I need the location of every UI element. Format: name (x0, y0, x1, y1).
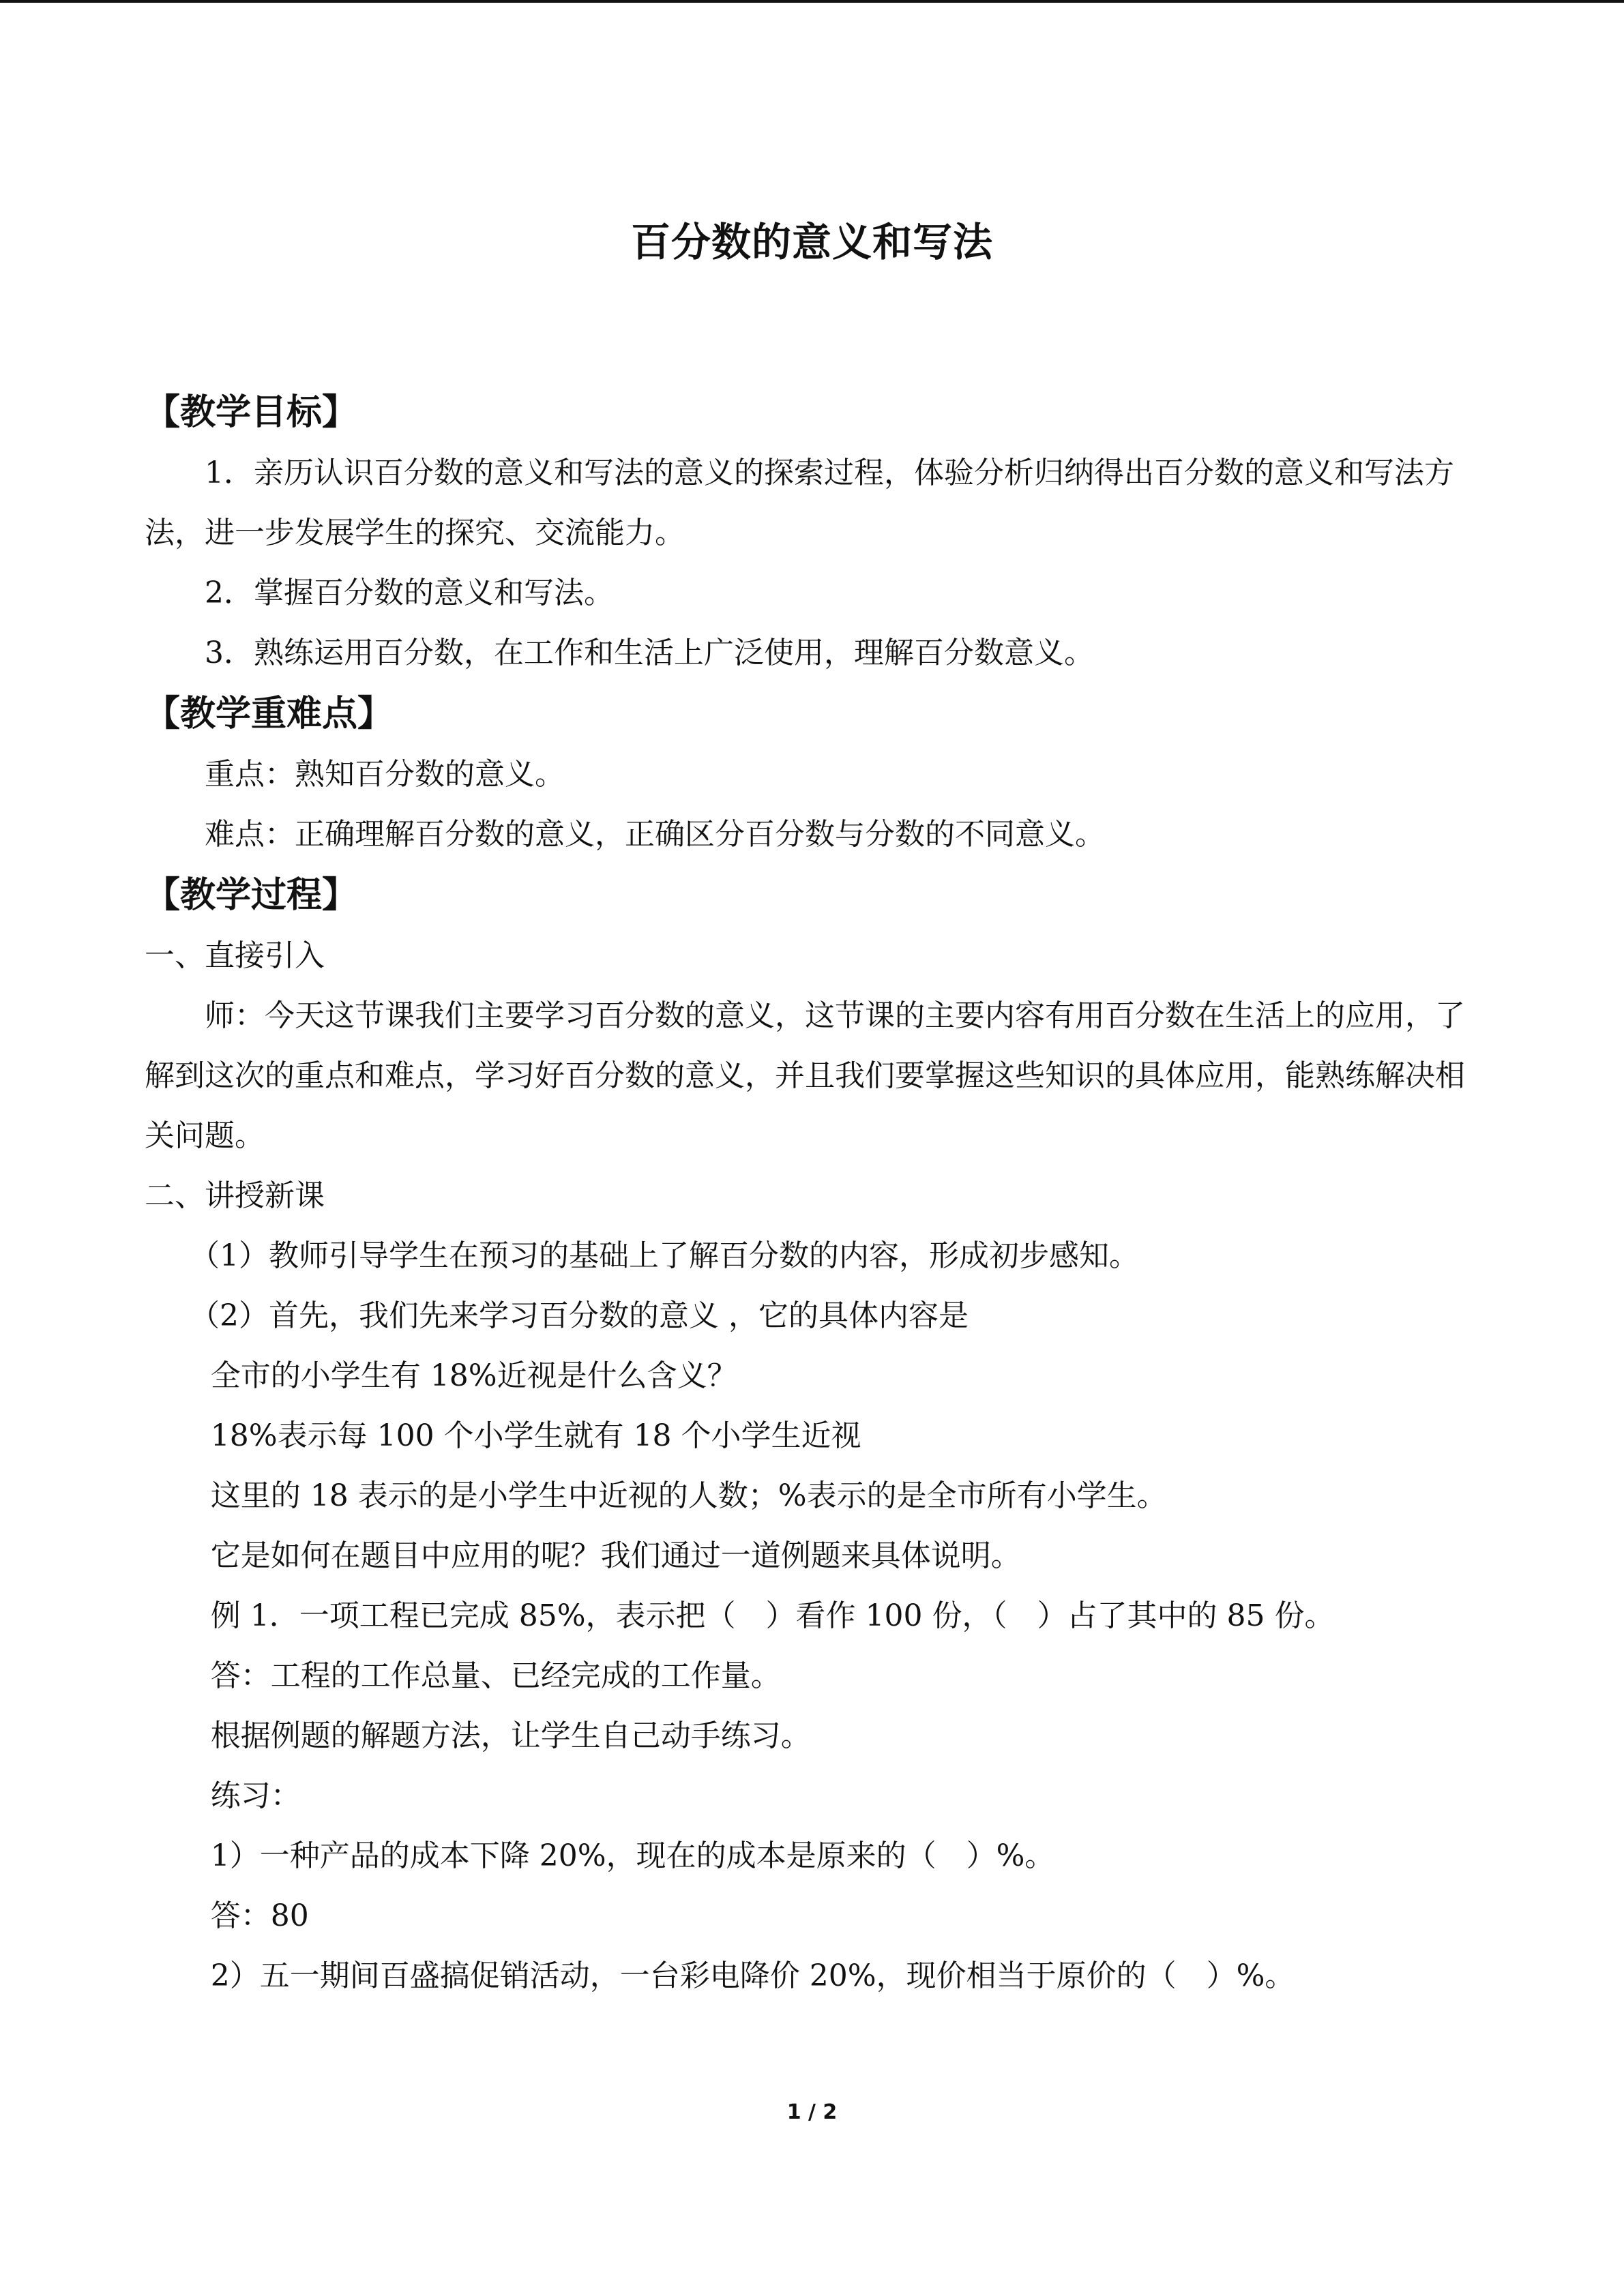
heading-objectives: 【教学目标】 (145, 392, 358, 433)
line-c: 这里的 18 表示的是小学生中近视的人数；%表示的是全市所有小学生。 (210, 1478, 1167, 1513)
line-a: 全市的小学生有 18%近视是什么含义？ (210, 1358, 737, 1393)
top-border-line (0, 0, 1624, 3)
objective-2: 2．掌握百分数的意义和写法。 (205, 576, 614, 610)
step-1-title: 一、直接引入 (145, 938, 325, 973)
practice-1-answer: 答：80 (210, 1898, 309, 1933)
heading-process: 【教学过程】 (145, 875, 358, 916)
answer-1: 答：工程的工作总量、已经完成的工作量。 (210, 1658, 781, 1693)
objective-1: 1．亲历认识百分数的意义和写法的意义的探索过程，体验分析归纳得出百分数的意义和写法方法，进一步发展学生的探究、交流能力。 (145, 456, 1454, 550)
step-1-text: 师：今天这节课我们主要学习百分数的意义，这节课的主要内容有用百分数在生活上的应用，了解到这次的重点和难点，学习好百分数的意义，并且我们要掌握这些知识的具体应用，能熟练解决相关问题。 (145, 998, 1465, 1153)
example-1: 例 1．一项工程已完成 85%，表示把（ ）看作 100 份，（ ）占了其中的 85 份。 (210, 1598, 1335, 1633)
practice-1: 1）一种产品的成本下降 20%，现在的成本是原来的（ ）%。 (210, 1838, 1055, 1873)
heading-keypoints: 【教学重难点】 (145, 694, 394, 734)
objective-3: 3．熟练运用百分数，在工作和生活上广泛使用，理解百分数意义。 (205, 636, 1094, 670)
step-2-title: 二、讲授新课 (145, 1178, 325, 1213)
page-number: 1 / 2 (786, 2100, 838, 2124)
step-2-item-1: （1）教师引导学生在预习的基础上了解百分数的内容，形成初步感知。 (190, 1238, 1139, 1273)
line-b: 18%表示每 100 个小学生就有 18 个小学生近视 (210, 1418, 861, 1453)
step-2-item-2: （2）首先，我们先来学习百分数的意义 ，它的具体内容是 (190, 1298, 969, 1333)
practice-2: 2）五一期间百盛搞促销活动，一台彩电降价 20%，现价相当于原价的（ ）%。 (210, 1958, 1295, 1993)
document-body (145, 382, 1481, 2006)
difficulty-text: 难点：正确理解百分数的意义，正确区分百分数与分数的不同意义。 (205, 817, 1105, 852)
keypoint-text: 重点：熟知百分数的意义。 (205, 757, 565, 792)
practice-label: 练习： (210, 1778, 301, 1813)
document-title: 百分数的意义和写法 (630, 219, 993, 265)
line-e: 根据例题的解题方法，让学生自己动手练习。 (210, 1718, 811, 1753)
line-d: 它是如何在题目中应用的呢？我们通过一道例题来具体说明。 (210, 1538, 1021, 1573)
